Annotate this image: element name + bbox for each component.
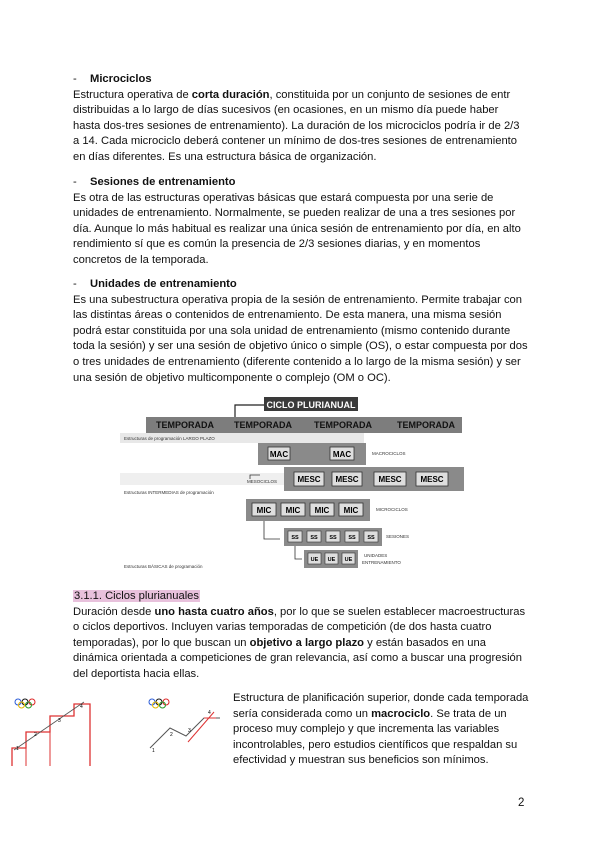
graph-label: 4 [80, 704, 83, 710]
mic-label: MIC [343, 506, 359, 515]
bold-text: corta duración [191, 88, 270, 101]
graph-label: 1 [16, 746, 19, 752]
intermedias-label: Estructuras INTERMEDIAS de programación [124, 490, 214, 495]
macrociclo-paragraph [233, 691, 533, 769]
graph-label: 3 [58, 718, 61, 724]
unidades-label: UNIDADES [364, 553, 388, 558]
ciclos-paragraph [73, 605, 528, 683]
text: y están basados en una dinámica orientada a competiciones de gran relevancia, así como a buscar una progresión del deportista hacia ellas. [73, 636, 523, 680]
text: Estructura operativa de [73, 88, 192, 101]
text: . Se trata de un proceso muy complejo y que incrementa las variables incontrolables, pero estudios científicos que respaldan su efectividad y muestran sus beneficios son mínimos. [233, 707, 518, 767]
diagram-top-label: CICLO PLURIANUAL [266, 400, 356, 410]
ciclo-plurianual-diagram [118, 393, 474, 573]
bold-text: macrociclo [371, 707, 431, 720]
ss-label: SS [329, 535, 337, 541]
graph-label: 2 [170, 732, 173, 738]
olympic-rings-icon [15, 699, 35, 708]
temporada-label: TEMPORADA [397, 420, 455, 430]
ss-label: SS [291, 535, 299, 541]
temporada-label: TEMPORADA [156, 420, 214, 430]
ss-label: SS [348, 535, 356, 541]
temporada-label: TEMPORADA [314, 420, 372, 430]
microciclos-label: MICROCICLOS [376, 507, 408, 512]
entrenamiento-label: ENTRENAMIENTO [362, 560, 401, 565]
ss-label: SS [367, 535, 375, 541]
text: , constituida por un conjunto de sesiones de entr distribuidas a lo largo de días sucesivos (en ocasiones, en un mismo día puede haber hasta dos-tres sesiones de entrenamiento). La duración de los microciclos podría ir de 2/3 a 14. Cada microciclo deberá contener un mínimo de dos-tres sesiones de entrenamiento en días diferentes. Es una estructura básica de organización. [73, 88, 520, 163]
unidades-heading: - Unidades de entrenamiento [90, 277, 528, 293]
olympic-rings-icon [149, 699, 169, 708]
mesc-label: MESC [378, 475, 402, 484]
text: , por lo que se suelen establecer macroestructuras o ciclos deportivos. Incluyen varias temporadas de competición (de dos hasta cuatro temporadas), por lo que buscan un [73, 605, 526, 649]
section-title [73, 589, 528, 605]
bold-text: objetivo a largo plazo [249, 636, 365, 649]
mesc-label: MESC [335, 475, 359, 484]
microciclos-heading: - Microciclos [90, 72, 528, 88]
mesc-label: MESC [297, 475, 321, 484]
graph-label: 1 [152, 748, 155, 754]
unidades-paragraph: Es una subestructura operativa propia de la sesión de entrenamiento. Permite trabajar con las distintas áreas o contenidos de entrenamiento. De esta manera, una misma sesión podrá estar constituida por una sola unidad de entrenamiento (mismo contenido durante toda la sesión) y ser una sesión de objetivo único o simple (OS), o estar compuesta por dos o tres unidades de entrenamiento (diferente contenido a lo largo de la misma sesión) y ser una sesión de objetivo multicomponente o complejo (OM o OC). [73, 293, 528, 384]
mic-label: MIC [314, 506, 330, 515]
sesiones-label: SESIONES [386, 534, 410, 539]
staircase-graph [10, 694, 98, 770]
ue-label: UE [310, 557, 319, 563]
temporada-label: TEMPORADA [234, 420, 292, 430]
section-title-highlight: 3.1.1. Ciclos plurianuales [74, 590, 199, 602]
wave-graph [140, 694, 228, 770]
ue-label: UE [327, 557, 336, 563]
mesc-label: MESC [420, 475, 444, 484]
macrociclos-label: MACROCICLOS [372, 451, 406, 456]
page-number: 2 [518, 797, 525, 809]
mac-label: MAC [269, 450, 289, 459]
graph-label: 3 [188, 728, 191, 734]
basicas-label: Estructuras BÁSICAS de programación [124, 564, 203, 569]
ue-label: UE [344, 557, 353, 563]
mesociclos-label: MESOCICLOS [247, 479, 278, 484]
sesiones-heading: - Sesiones de entrenamiento [90, 175, 528, 191]
mic-label: MIC [256, 506, 272, 515]
bold-text: uno hasta cuatro años [154, 605, 274, 618]
graph-label: 2 [34, 732, 37, 738]
sesiones-section [73, 175, 528, 269]
mac-label: MAC [332, 450, 352, 459]
graph-label: 4 [208, 710, 211, 716]
microciclos-section [73, 72, 528, 166]
mic-label: MIC [285, 506, 301, 515]
text: Estructura de planificación superior, donde cada temporada sería considerada como un [233, 692, 529, 720]
ss-label: SS [310, 535, 318, 541]
sesiones-paragraph: Es otra de las estructuras operativas básicas que estará compuesta por una serie de unidades de entrenamiento. Normalmente, se pueden realizar de una a tres sesiones por día. Aunque lo más habitual es realizar una única sesión de entrenamiento por día, en alto rendimiento sí que es común la presencia de 2/3 sesiones diarias, y en momentos concretos de la temporada. [73, 191, 521, 266]
text: Duración desde [73, 605, 155, 618]
microciclos-paragraph [73, 88, 528, 166]
unidades-section [73, 277, 528, 386]
ciclos-section [73, 589, 528, 683]
largo-plazo-label: Estructuras de programación LARGO PLAZO [124, 436, 215, 441]
